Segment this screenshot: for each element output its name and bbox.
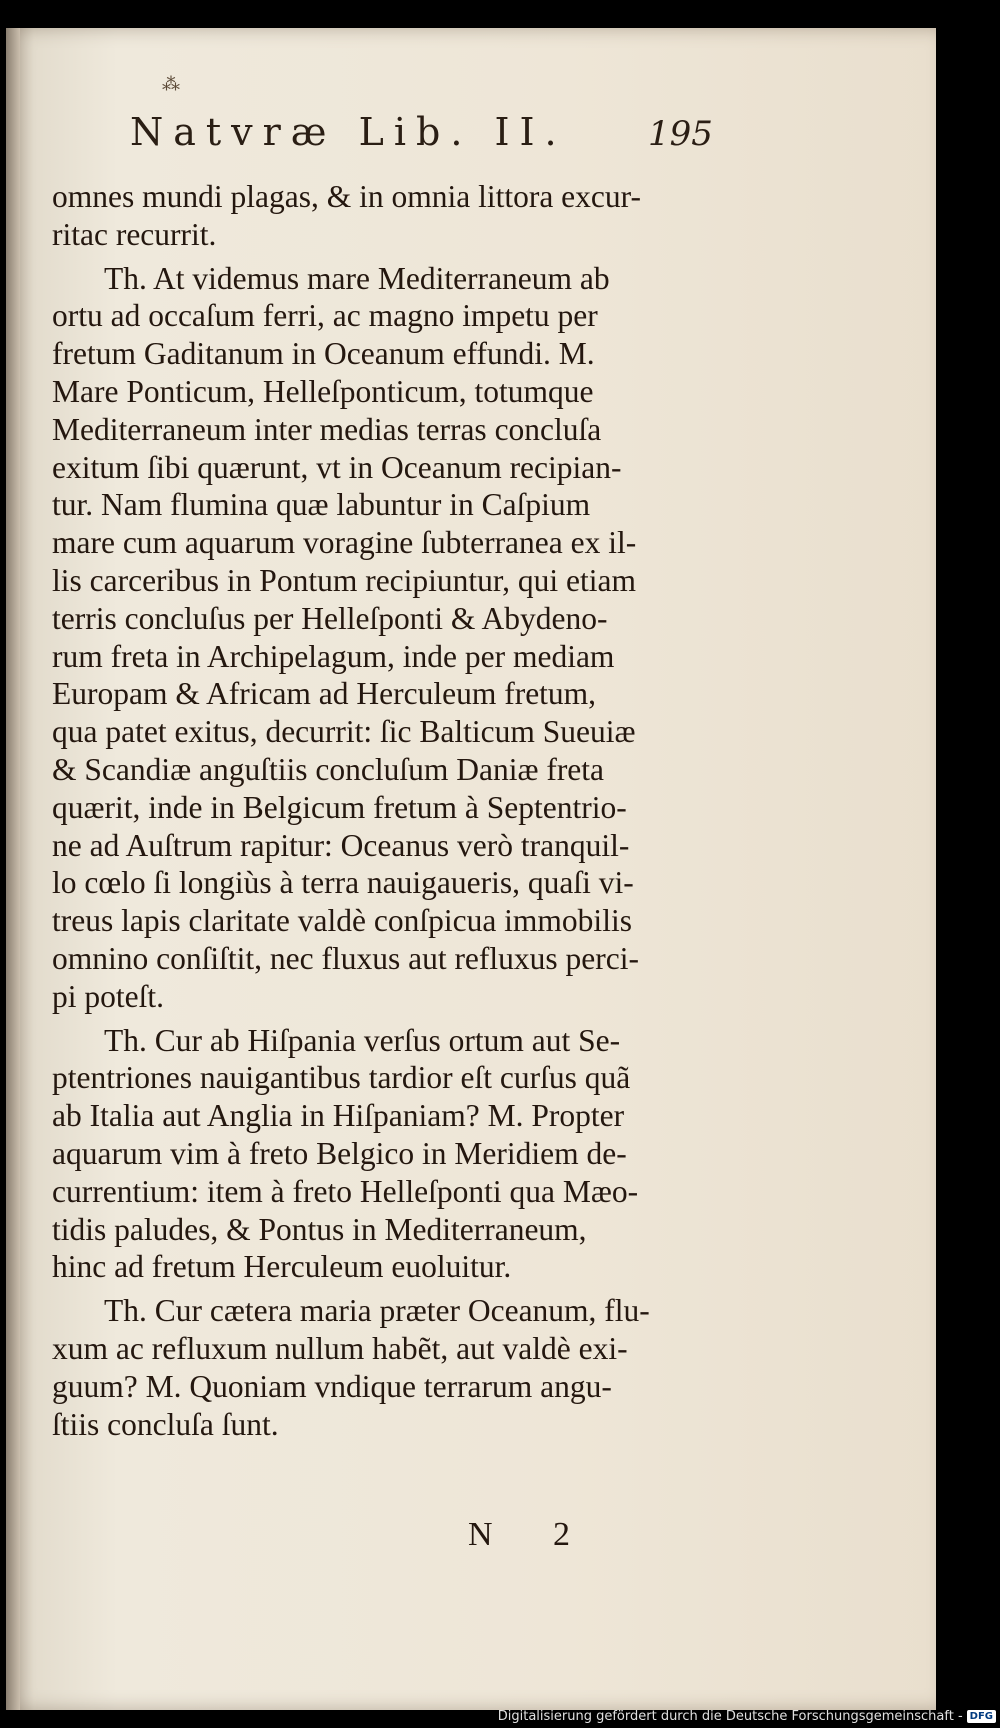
book-page	[6, 28, 936, 1710]
digitization-footer	[498, 1709, 996, 1724]
text-line: qua patet exitus, decurrit: ſic Balticum Sueuiæ	[52, 714, 636, 750]
text-line: guum? M. Quoniam vndique terrarum angu-	[52, 1368, 612, 1404]
text-line: Th. Cur ab Hiſpania verſus ortum aut Se-	[104, 1022, 621, 1058]
text-line: lo cœlo ſi longiùs à terra nauigaueris, quaſi vi-	[52, 865, 634, 901]
ink-speck: ⁂	[162, 74, 180, 95]
page-gutter-shadow	[6, 28, 20, 1710]
text-line: quærit, inde in Belgicum fretum à Septentrio-	[52, 789, 627, 825]
text-line: omnes mundi plagas, & in omnia littora excur-	[52, 179, 641, 214]
text-line: Th. At videmus mare Mediterraneum ab	[104, 260, 610, 296]
running-head: Natvræ Lib. II.	[130, 110, 567, 154]
text-line: omnino conſiſtit, nec fluxus aut refluxus perci-	[52, 940, 639, 976]
text-line: aquarum vim à freto Belgico in Meridiem de-	[52, 1135, 627, 1171]
text-line: ritac recurrit.	[52, 216, 217, 252]
text-line: hinc ad fretum Herculeum euoluitur.	[52, 1249, 512, 1285]
dfg-logo: DFG	[967, 1710, 996, 1723]
text-line: mare cum aquarum voragine ſubterranea ex il-	[52, 525, 637, 561]
page-number: 195	[648, 114, 713, 154]
text-line: xum ac refluxum nullum habẽt, aut valdè exi-	[52, 1330, 628, 1366]
text-line: Th. Cur cætera maria præter Oceanum, flu-	[104, 1293, 650, 1329]
text-line: ſtiis concluſa ſunt.	[52, 1406, 279, 1442]
text-line: currentium: item à freto Helleſponti qua Mæo-	[52, 1173, 639, 1209]
body-text	[52, 178, 702, 1443]
text-line: exitum ſibi quærunt, vt in Oceanum recipian-	[52, 449, 622, 485]
funding-credit: Digitalisierung gefördert durch die Deutsche Forschungsgemeinschaft -	[497, 1709, 963, 1724]
text-line: tur. Nam flumina quæ labuntur in Caſpium	[52, 487, 591, 523]
text-line: ab Italia aut Anglia in Hiſpaniam? M. Propter	[52, 1098, 625, 1134]
signature-mark: N 2	[468, 1516, 597, 1553]
text-line: & Scandiæ anguſtiis concluſum Daniæ freta	[52, 751, 605, 787]
text-line: ortu ad occaſum ferri, ac magno impetu per	[52, 298, 598, 334]
text-line: pi poteſt.	[52, 978, 164, 1014]
text-line: tidis paludes, & Pontus in Mediterraneum,	[52, 1211, 587, 1247]
text-line: fretum Gaditanum in Oceanum effundi. M.	[52, 336, 595, 372]
text-line: ptentriones nauigantibus tardior eſt curſus quã	[52, 1060, 631, 1096]
text-line: treus lapis claritate valdè conſpicua immobilis	[52, 903, 632, 939]
text-line: ne ad Auſtrum rapitur: Oceanus verò tranquil-	[52, 827, 630, 863]
text-line: Europam & Africam ad Herculeum fretum,	[52, 676, 597, 712]
text-line: Mediterraneum inter medias terras concluſa	[52, 411, 602, 447]
text-line: Mare Ponticum, Helleſponticum, totumque	[52, 373, 594, 409]
text-line: lis carceribus in Pontum recipiuntur, qui etiam	[52, 562, 636, 598]
text-line: rum freta in Archipelagum, inde per mediam	[52, 638, 615, 674]
text-line: terris concluſus per Helleſponti & Abydeno-	[52, 600, 608, 636]
